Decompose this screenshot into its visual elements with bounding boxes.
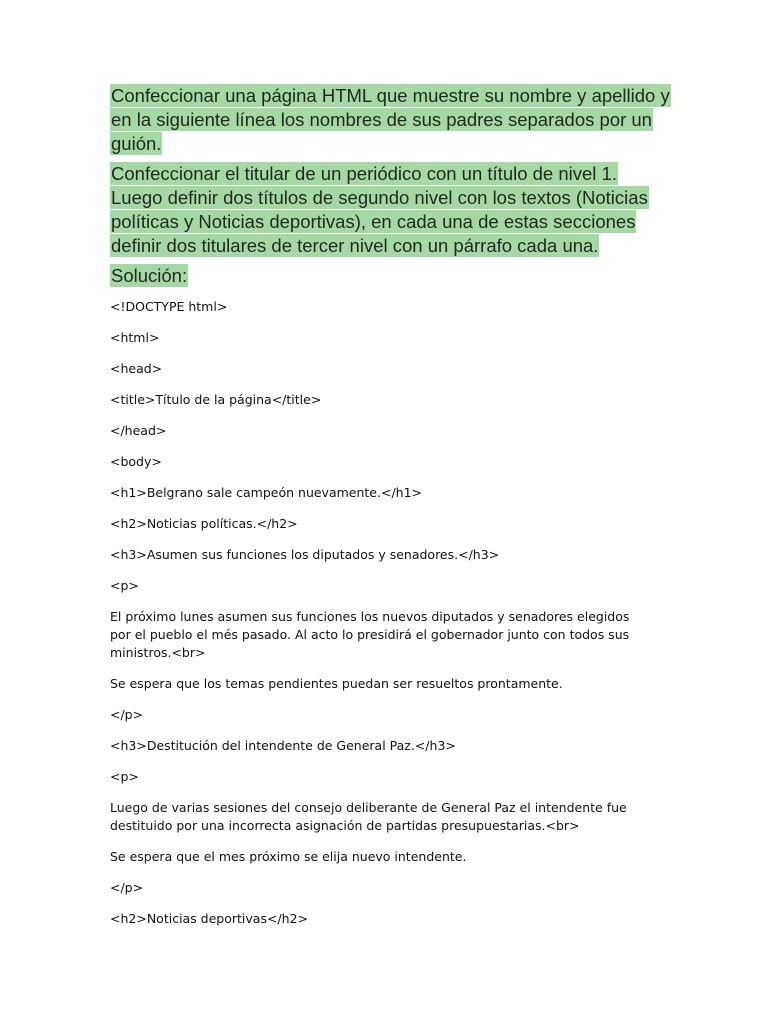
code-line-html-open: <html> [110,330,160,345]
code-line-p-open-2: <p> [110,769,139,784]
code-line-h2-politics: <h2>Noticias políticas.</h2> [110,516,298,531]
solution-title: Solución: [111,265,188,286]
code-line-doctype: <!DOCTYPE html> [110,299,228,314]
code-line-paragraph-2: Luego de varias sesiones del consejo deliberante de General Paz el intendente fue destituido por una incorrecta asignación de partidas presupuestarias.<br> [110,800,627,833]
code-line-paragraph-2b: Se espera que el mes próximo se elija nuevo intendente. [110,849,467,864]
code-line-p-close-1: </p> [110,707,144,722]
code-line-h3-destitucion: <h3>Destitución del intendente de General Paz.</h3> [110,738,456,753]
exercise-1-paragraph [110,84,670,156]
exercise-2-paragraph [110,162,670,258]
code-line-h3-diputados: <h3>Asumen sus funciones los diputados y senadores.</h3> [110,547,500,562]
code-line-h2-sports: <h2>Noticias deportivas</h2> [110,911,309,926]
code-line-p-close-2: </p> [110,880,144,895]
exercise-2-text: Confeccionar el titular de un periódico con un título de nivel 1. Luego definir dos títulos de segundo nivel con los textos (Noticias políticas y Noticias deportivas), en cada una de estas secciones definir dos titulares de tercer nivel con un párrafo cada una. [111,163,648,256]
code-line-head-close: </head> [110,423,167,438]
code-line-paragraph-1b: Se espera que los temas pendientes puedan ser resueltos prontamente. [110,676,563,691]
code-listing [110,298,670,928]
code-line-p-open-1: <p> [110,578,139,593]
code-line-h1: <h1>Belgrano sale campeón nuevamente.</h1> [110,485,423,500]
solution-heading [110,264,670,288]
code-line-head-open: <head> [110,361,163,376]
code-line-title: <title>Título de la página</title> [110,392,322,407]
exercise-1-text: Confeccionar una página HTML que muestre su nombre y apellido y en la siguiente línea los nombres de sus padres separados por un guión. [111,85,670,154]
code-line-paragraph-1: El próximo lunes asumen sus funciones los nuevos diputados y senadores elegidos por el pueblo el més pasado. Al acto lo presidirá el gobernador junto con todos sus ministros.<br> [110,609,630,660]
document-page [110,84,670,941]
code-line-body-open: <body> [110,454,162,469]
